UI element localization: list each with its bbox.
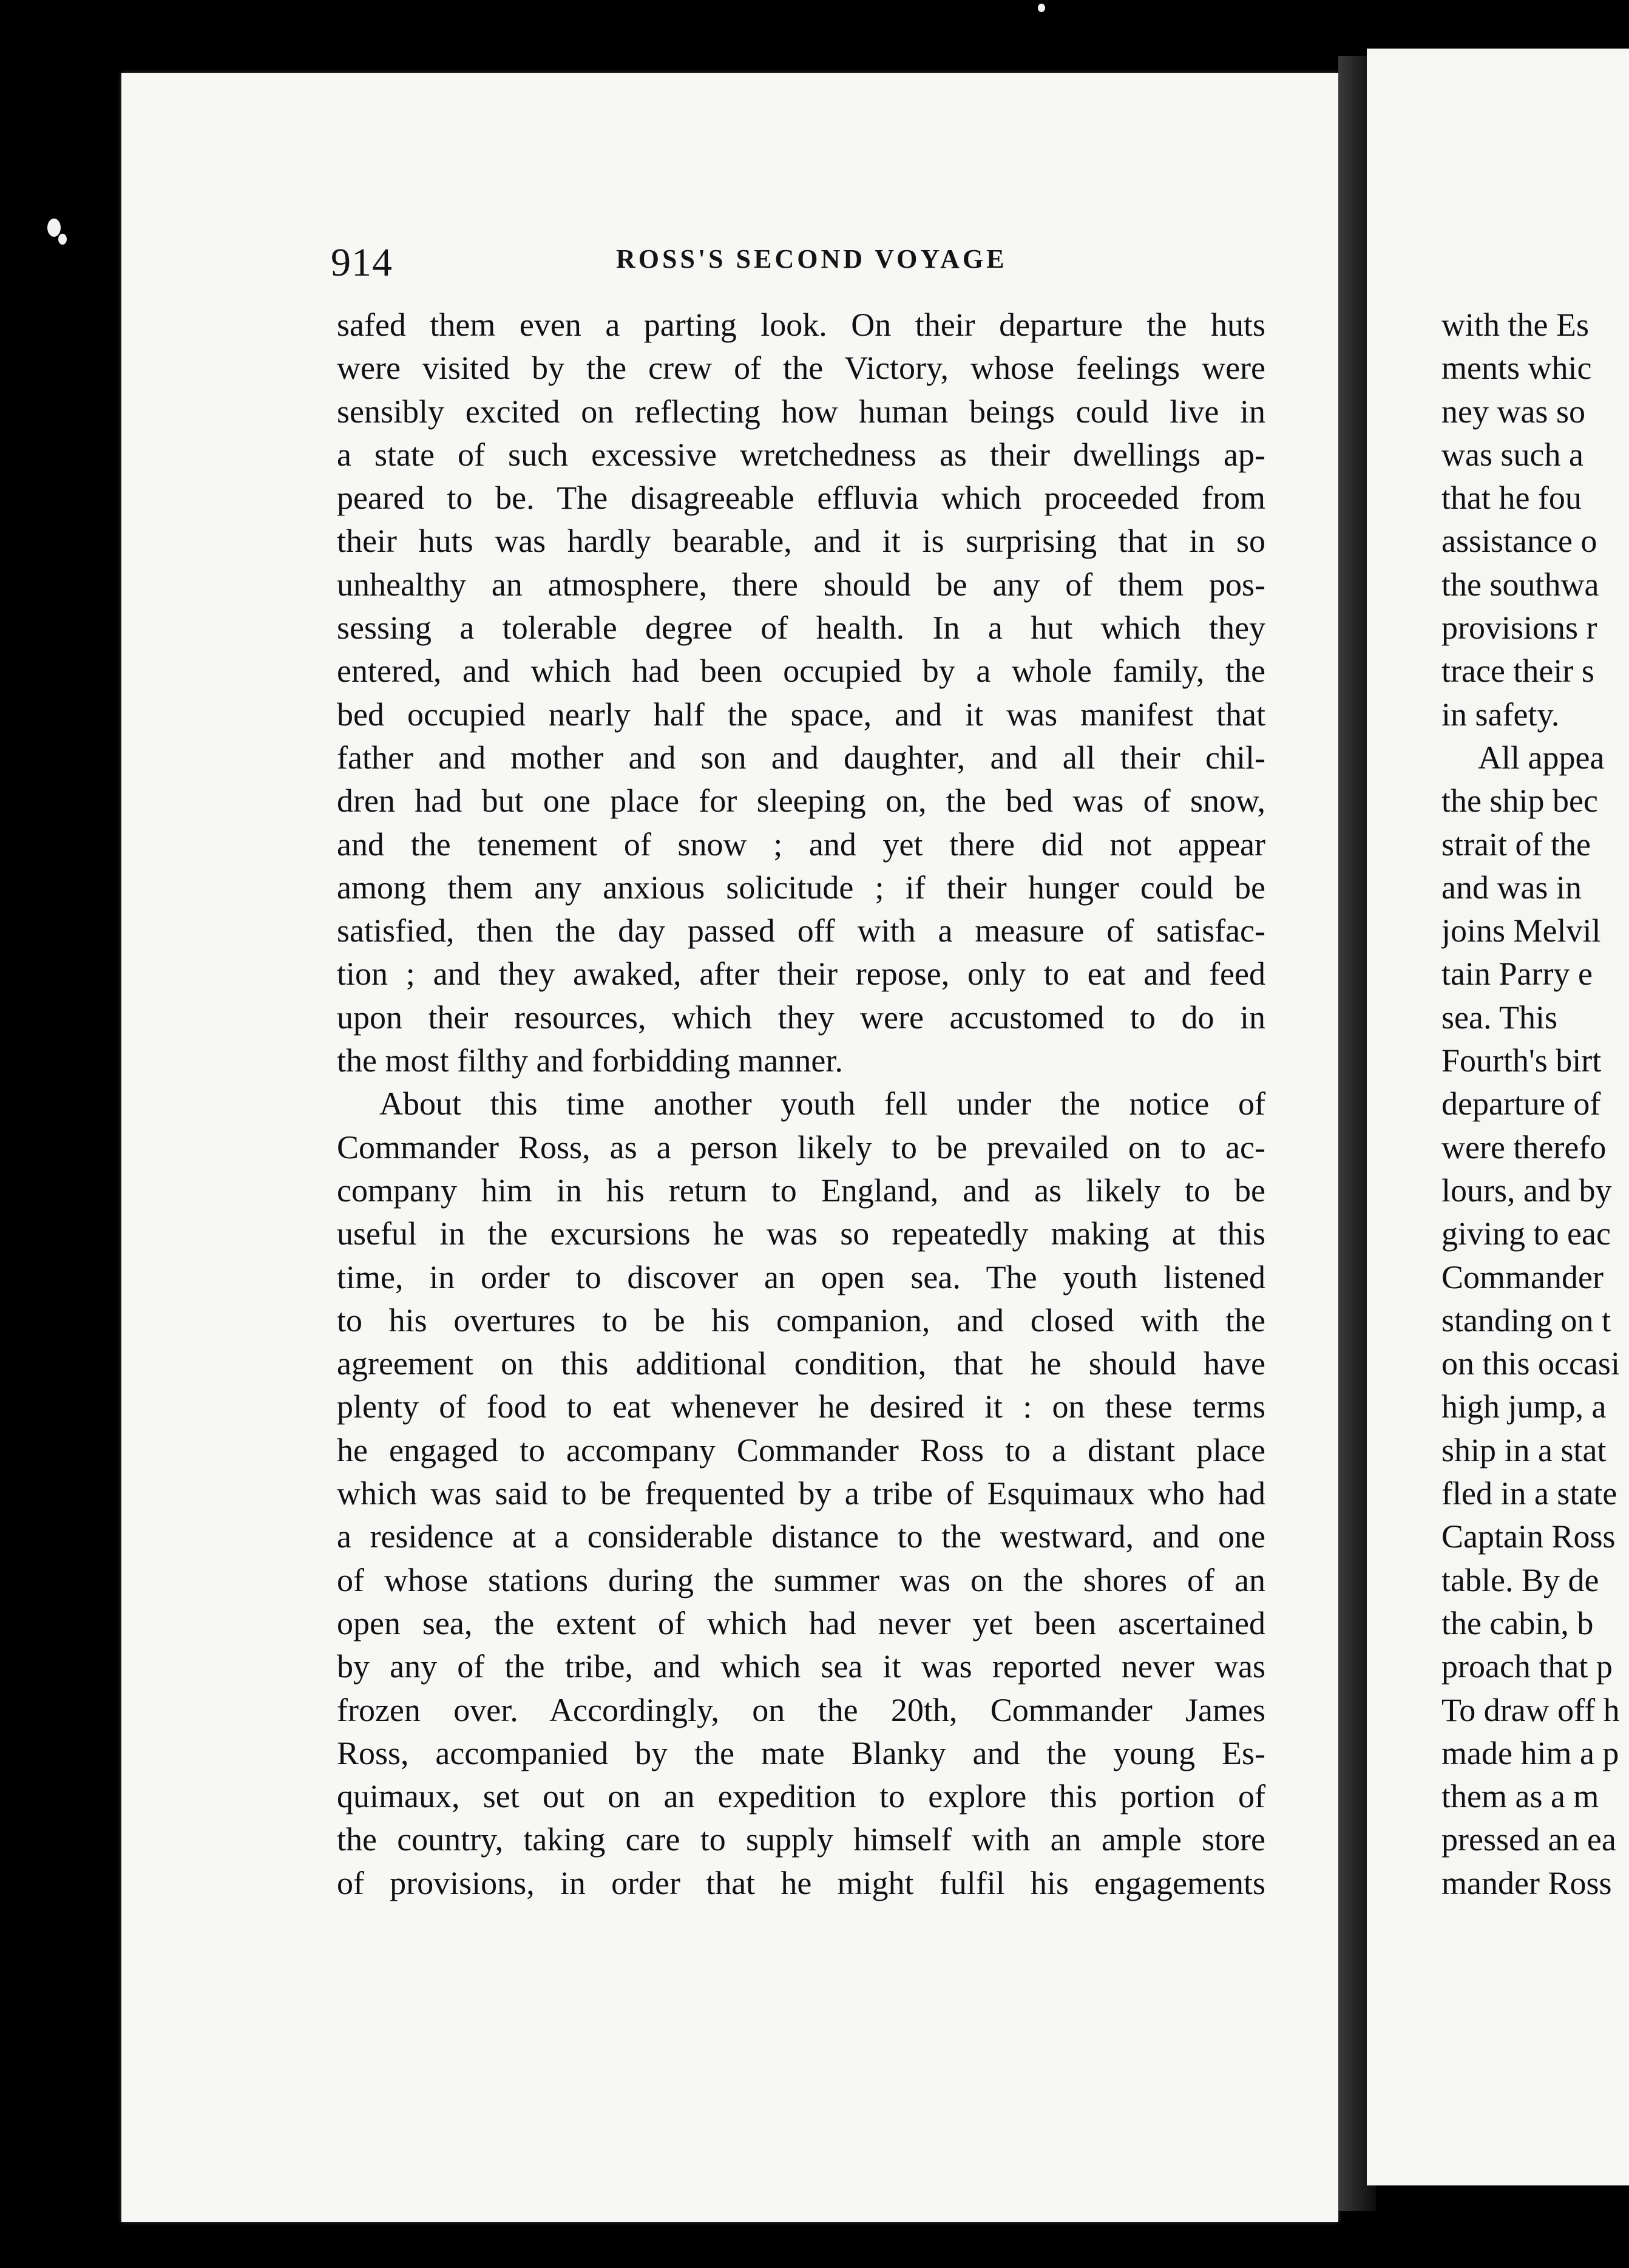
text-line: useful in the excursions he was so repeatedly making at this — [337, 1215, 1265, 1252]
left-page-body — [337, 304, 1265, 1905]
text-line: Fourth's birt — [1441, 1042, 1602, 1079]
text-line: the cabin, b — [1441, 1604, 1594, 1642]
text-line: ship in a stat — [1441, 1431, 1607, 1468]
text-line: upon their resources, which they were accustomed to do in — [337, 999, 1265, 1036]
text-line: proach that p — [1441, 1648, 1613, 1685]
text-line: fled in a state — [1441, 1475, 1617, 1512]
text-line: the southwa — [1441, 566, 1599, 603]
text-line: Commander — [1441, 1258, 1604, 1295]
text-line: To draw off h — [1441, 1691, 1620, 1728]
text-line: and was in — [1441, 869, 1582, 906]
text-line: lours, and by — [1441, 1172, 1612, 1209]
text-line: plenty of food to eat whenever he desired it : on these terms — [337, 1388, 1265, 1425]
text-line: high jump, a — [1441, 1388, 1607, 1425]
text-line: by any of the tribe, and which sea it was reported never was — [337, 1648, 1265, 1685]
text-line: open sea, the extent of which had never yet been ascertained — [337, 1604, 1265, 1642]
text-line: standing on t — [1441, 1302, 1611, 1339]
text-line: which was said to be frequented by a tribe of Esquimaux who had — [337, 1475, 1265, 1512]
text-line: sessing a tolerable degree of health. In a hut which they — [337, 609, 1265, 647]
text-line: entered, and which had been occupied by a whole family, the — [337, 653, 1265, 690]
text-line: table. By de — [1441, 1561, 1599, 1598]
scan-speck — [1038, 4, 1045, 12]
page-number: 914 — [331, 240, 393, 285]
text-line: All appea — [1478, 739, 1605, 776]
text-line: among them any anxious solicitude ; if their hunger could be — [337, 869, 1265, 906]
text-line: dren had but one place for sleeping on, the bed was of snow, — [337, 783, 1265, 820]
text-line: provisions r — [1441, 609, 1597, 647]
text-line: he engaged to accompany Commander Ross to a distant place — [337, 1431, 1265, 1468]
text-line: that he fou — [1441, 480, 1582, 517]
text-line: time, in order to discover an open sea. The youth listened — [337, 1258, 1265, 1295]
text-line: was such a — [1441, 436, 1583, 473]
text-line: made him a p — [1441, 1734, 1619, 1771]
text-line: a residence at a considerable distance to the westward, and one — [337, 1518, 1265, 1555]
right-page-body — [1441, 304, 1629, 1905]
text-line: bed occupied nearly half the space, and it was manifest that — [337, 696, 1265, 733]
text-line: safed them even a parting look. On their departure the huts — [337, 307, 1265, 343]
text-line: sensibly excited on reflecting how human beings could live in — [337, 393, 1265, 430]
text-line: quimaux, set out on an expedition to explore this portion of — [337, 1778, 1265, 1815]
text-line: father and mother and son and daughter, and all their chil- — [337, 739, 1265, 776]
text-line: of provisions, in order that he might fulfil his engagements — [337, 1864, 1265, 1901]
text-line: of whose stations during the summer was on the shores of an — [337, 1561, 1265, 1598]
text-line: a state of such excessive wretchedness as their dwellings ap- — [337, 436, 1265, 473]
text-line: to his overtures to be his companion, and closed with the — [337, 1302, 1265, 1339]
text-line: Captain Ross — [1441, 1518, 1616, 1555]
text-line: satisfied, then the day passed off with a measure of satisfac- — [337, 912, 1265, 949]
text-line: were therefo — [1441, 1129, 1607, 1166]
text-line: sea. This — [1441, 999, 1557, 1036]
text-line: company him in his return to England, and as likely to be — [337, 1172, 1265, 1209]
text-line: Commander Ross, as a person likely to be prevailed on to ac- — [337, 1129, 1265, 1166]
text-line: on this occasi — [1441, 1345, 1620, 1382]
text-line: with the Es — [1441, 307, 1589, 343]
text-line: ney was so — [1441, 393, 1585, 430]
scan-speck — [47, 219, 61, 237]
text-line: frozen over. Accordingly, on the 20th, Commander James — [337, 1691, 1265, 1728]
text-line: joins Melvil — [1441, 912, 1601, 949]
text-line: agreement on this additional condition, that he should have — [337, 1345, 1265, 1382]
text-line: pressed an ea — [1441, 1821, 1616, 1858]
text-line: strait of the — [1441, 826, 1591, 863]
text-line: assistance o — [1441, 523, 1597, 560]
text-line: in safety. — [1441, 696, 1560, 733]
text-line: ments whic — [1441, 350, 1592, 387]
scan-speck — [58, 234, 67, 245]
text-line: the ship bec — [1441, 783, 1598, 820]
text-line: mander Ross — [1441, 1864, 1612, 1901]
text-line: were visited by the crew of the Victory, whose feelings were — [337, 350, 1265, 387]
text-line: them as a m — [1441, 1778, 1599, 1815]
text-line: the country, taking care to supply himself with an ample store — [337, 1821, 1265, 1858]
text-line: tain Parry e — [1441, 956, 1593, 993]
text-line: giving to eac — [1441, 1215, 1611, 1252]
running-head-title: ROSS'S SECOND VOYAGE — [616, 244, 1008, 274]
text-line: tion ; and they awaked, after their repose, only to eat and feed — [337, 956, 1265, 993]
text-line: and the tenement of snow ; and yet there did not appear — [337, 826, 1265, 863]
text-line: trace their s — [1441, 653, 1594, 690]
text-line: the most filthy and forbidding manner. — [337, 1042, 843, 1079]
text-line: Ross, accompanied by the mate Blanky and the young Es- — [337, 1734, 1265, 1771]
running-head — [331, 240, 1278, 288]
text-line: unhealthy an atmosphere, there should be any of them pos- — [337, 566, 1265, 603]
text-line: their huts was hardly bearable, and it is surprising that in so — [337, 523, 1265, 560]
text-line: About this time another youth fell under the notice of — [379, 1085, 1265, 1122]
text-line: departure of — [1441, 1085, 1601, 1122]
text-line: peared to be. The disagreeable effluvia which proceeded from — [337, 480, 1265, 517]
